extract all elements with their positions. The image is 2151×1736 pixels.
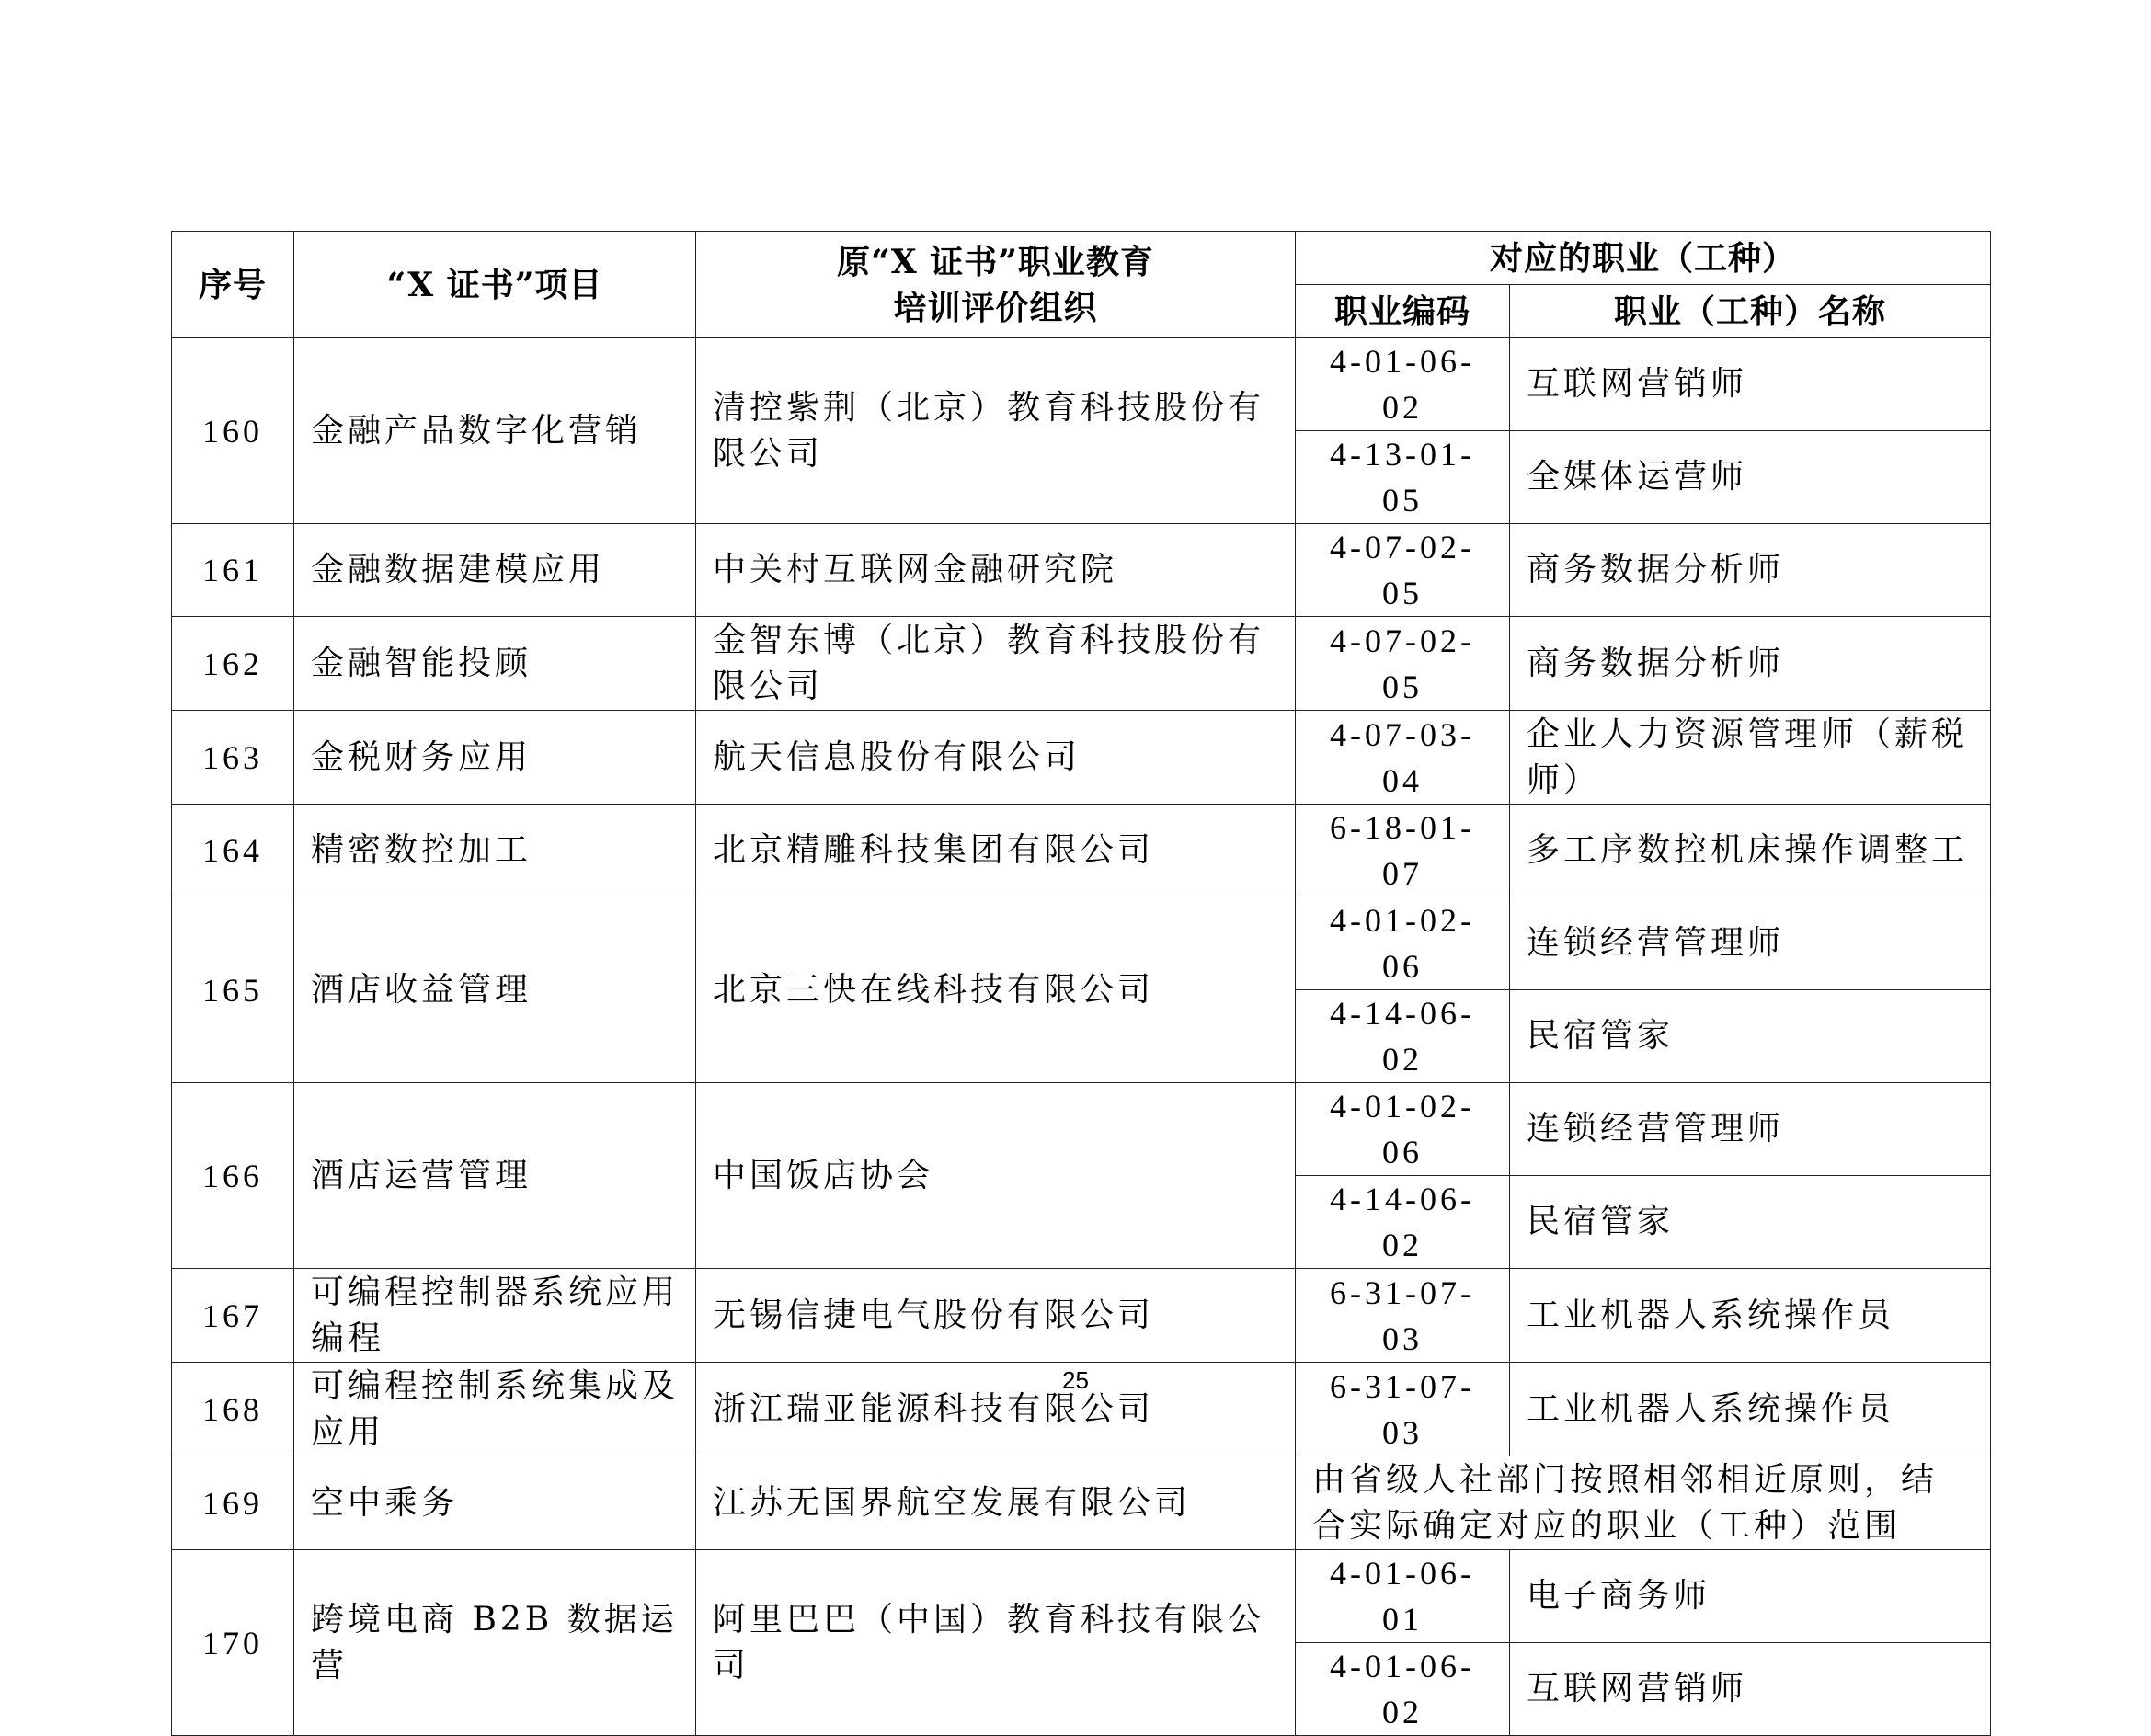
occupation-name: 民宿管家 xyxy=(1510,1176,1991,1269)
row-seq: 167 xyxy=(172,1269,294,1363)
header-seq: 序号 xyxy=(172,232,294,338)
row-project: 精密数控加工 xyxy=(294,805,696,897)
occupation-name: 工业机器人系统操作员 xyxy=(1510,1269,1991,1363)
occupation-code: 4-07-02-05 xyxy=(1296,617,1510,711)
occupation-name: 连锁经营管理师 xyxy=(1510,1083,1991,1176)
occupation-name: 多工序数控机床操作调整工 xyxy=(1510,805,1991,897)
row-occupation-note: 由省级人社部门按照相邻相近原则，结合实际确定对应的职业（工种）范围 xyxy=(1296,1456,1991,1550)
occupation-code: 6-18-01-07 xyxy=(1296,805,1510,897)
occupation-code: 4-14-06-02 xyxy=(1296,1176,1510,1269)
header-org-line2: 培训评价组织 xyxy=(893,288,1098,327)
header-code: 职业编码 xyxy=(1296,285,1510,338)
row-seq: 168 xyxy=(172,1363,294,1456)
row-seq: 164 xyxy=(172,805,294,897)
header-org xyxy=(696,232,1296,338)
table-row xyxy=(172,711,1991,805)
row-seq: 166 xyxy=(172,1083,294,1269)
occupation-code: 4-01-02-06 xyxy=(1296,897,1510,990)
occupation-code: 4-01-06-02 xyxy=(1296,338,1510,431)
table-row xyxy=(172,805,1991,897)
occupation-name: 连锁经营管理师 xyxy=(1510,897,1991,990)
row-org: 金智东博（北京）教育科技股份有限公司 xyxy=(696,617,1296,711)
row-org: 清控紫荆（北京）教育科技股份有限公司 xyxy=(696,338,1296,524)
row-project: 酒店运营管理 xyxy=(294,1083,696,1269)
page-number: 25 xyxy=(1062,1366,1089,1394)
occupation-name: 工业机器人系统操作员 xyxy=(1510,1363,1991,1456)
occupation-name: 商务数据分析师 xyxy=(1510,617,1991,711)
occupation-code: 4-13-01-05 xyxy=(1296,431,1510,524)
occupation-name: 企业人力资源管理师（薪税师） xyxy=(1510,711,1991,805)
row-org: 航天信息股份有限公司 xyxy=(696,711,1296,805)
table-row xyxy=(172,617,1991,711)
row-seq: 169 xyxy=(172,1456,294,1550)
header-name: 职业（工种）名称 xyxy=(1510,285,1991,338)
header-occupation-group: 对应的职业（工种） xyxy=(1296,232,1991,285)
table-row xyxy=(172,897,1991,990)
row-seq: 162 xyxy=(172,617,294,711)
row-project: 酒店收益管理 xyxy=(294,897,696,1083)
occupation-name: 民宿管家 xyxy=(1510,990,1991,1083)
table-body xyxy=(172,338,1991,1736)
occupation-name: 互联网营销师 xyxy=(1510,1643,1991,1736)
occupation-code: 4-14-06-02 xyxy=(1296,990,1510,1083)
row-org: 浙江瑞亚能源科技有限公司 xyxy=(696,1363,1296,1456)
row-project: 金税财务应用 xyxy=(294,711,696,805)
row-project: 可编程控制器系统应用编程 xyxy=(294,1269,696,1363)
row-org: 中关村互联网金融研究院 xyxy=(696,524,1296,617)
occupation-name: 电子商务师 xyxy=(1510,1550,1991,1643)
certificate-occupation-table xyxy=(171,231,1991,1736)
row-seq: 163 xyxy=(172,711,294,805)
row-project: 跨境电商 B2B 数据运营 xyxy=(294,1550,696,1736)
row-org: 江苏无国界航空发展有限公司 xyxy=(696,1456,1296,1550)
occupation-code: 6-31-07-03 xyxy=(1296,1363,1510,1456)
table-row xyxy=(172,1269,1991,1363)
table-row xyxy=(172,524,1991,617)
row-project: 可编程控制系统集成及应用 xyxy=(294,1363,696,1456)
row-seq: 160 xyxy=(172,338,294,524)
row-project: 金融智能投顾 xyxy=(294,617,696,711)
header-project: “X 证书”项目 xyxy=(294,232,696,338)
row-org: 中国饭店协会 xyxy=(696,1083,1296,1269)
occupation-code: 6-31-07-03 xyxy=(1296,1269,1510,1363)
table-row xyxy=(172,1550,1991,1643)
occupation-name: 全媒体运营师 xyxy=(1510,431,1991,524)
table-row xyxy=(172,1456,1991,1550)
occupation-code: 4-07-02-05 xyxy=(1296,524,1510,617)
occupation-code: 4-01-02-06 xyxy=(1296,1083,1510,1176)
table-row xyxy=(172,1083,1991,1176)
row-org: 阿里巴巴（中国）教育科技有限公司 xyxy=(696,1550,1296,1736)
row-seq: 165 xyxy=(172,897,294,1083)
row-org: 北京精雕科技集团有限公司 xyxy=(696,805,1296,897)
table-row xyxy=(172,338,1991,431)
row-org: 北京三快在线科技有限公司 xyxy=(696,897,1296,1083)
table-header xyxy=(172,232,1991,338)
row-project: 金融产品数字化营销 xyxy=(294,338,696,524)
row-project: 空中乘务 xyxy=(294,1456,696,1550)
row-project: 金融数据建模应用 xyxy=(294,524,696,617)
occupation-code: 4-07-03-04 xyxy=(1296,711,1510,805)
row-seq: 161 xyxy=(172,524,294,617)
occupation-code: 4-01-06-02 xyxy=(1296,1643,1510,1736)
occupation-code: 4-01-06-01 xyxy=(1296,1550,1510,1643)
occupation-name: 商务数据分析师 xyxy=(1510,524,1991,617)
occupation-name: 互联网营销师 xyxy=(1510,338,1991,431)
row-seq: 170 xyxy=(172,1550,294,1736)
header-org-line1: 原“X 证书”职业教育 xyxy=(837,242,1154,281)
row-org: 无锡信捷电气股份有限公司 xyxy=(696,1269,1296,1363)
